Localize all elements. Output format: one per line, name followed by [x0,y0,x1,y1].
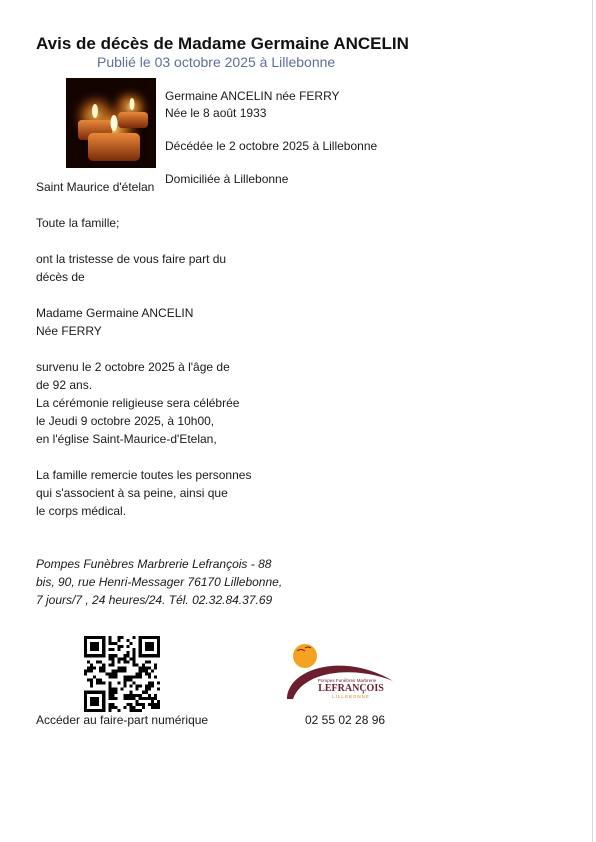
funeral-home-line: 7 jours/7 , 24 heures/24. Tél. 02.32.84.37.69 [36,593,273,607]
announcement-line [36,340,251,358]
announcement-line: décès de [36,270,85,284]
announcement-line [36,448,251,466]
publication-subtitle: Publié le 03 octobre 2025 à Lillebonne [97,54,336,70]
announcement-line: La famille remercie toutes les personnes [36,468,252,482]
birth-info: Née le 8 août 1933 [165,106,267,120]
announcement-line [36,196,251,214]
announcement-line: Saint Maurice d'ételan [36,180,155,194]
announcement-line: ont la tristesse de vous faire part du [36,252,227,266]
announcement-line: survenu le 2 octobre 2025 à l'âge de [36,360,230,374]
announcement-line: en l'église Saint-Maurice-d'Etelan, [36,432,217,446]
logo-top-text: Pompes Funèbres Marbrerie [317,678,377,683]
funeral-home-logo [283,643,397,703]
page-title: Avis de décès de Madame Germaine ANCELIN [36,34,409,53]
announcement-line: Née FERRY [36,324,102,338]
funeral-home-line: bis, 90, rue Henri-Messager 76170 Lillebonne, [36,575,283,589]
announcement-line: qui s'associent à sa peine, ainsi que [36,486,228,500]
announcement-line: de 92 ans. [36,378,93,392]
announcement-line: La cérémonie religieuse sera célébrée [36,396,240,410]
funeral-home-line: Pompes Funèbres Marbrerie Lefrançois - 88 [36,557,272,571]
page-edge [592,0,593,842]
death-info: Décédée le 2 octobre 2025 à Lillebonne [165,139,378,153]
announcement-line: Madame Germaine ANCELIN [36,306,194,320]
residence-info: Domiciliée à Lillebonne [165,172,289,186]
logo-city: LILLEBONNE [332,694,370,699]
announcement-line: le Jeudi 9 octobre 2025, à 10h00, [36,414,215,428]
logo-brand: LEFRANÇOIS [318,683,384,694]
candles-photo [66,78,156,168]
announcement-line [36,286,251,304]
deceased-info [165,88,377,188]
qr-caption: Accéder au faire-part numérique [36,713,209,727]
deceased-name: Germaine ANCELIN née FERRY [165,89,340,103]
phone-number: 02 55 02 28 96 [305,713,386,727]
funeral-home-info [36,555,282,609]
qr-code[interactable] [84,636,160,712]
announcement-text [36,178,251,520]
announcement-line: le corps médical. [36,504,127,518]
announcement-line: Toute la famille; [36,216,120,230]
announcement-line [36,232,251,250]
